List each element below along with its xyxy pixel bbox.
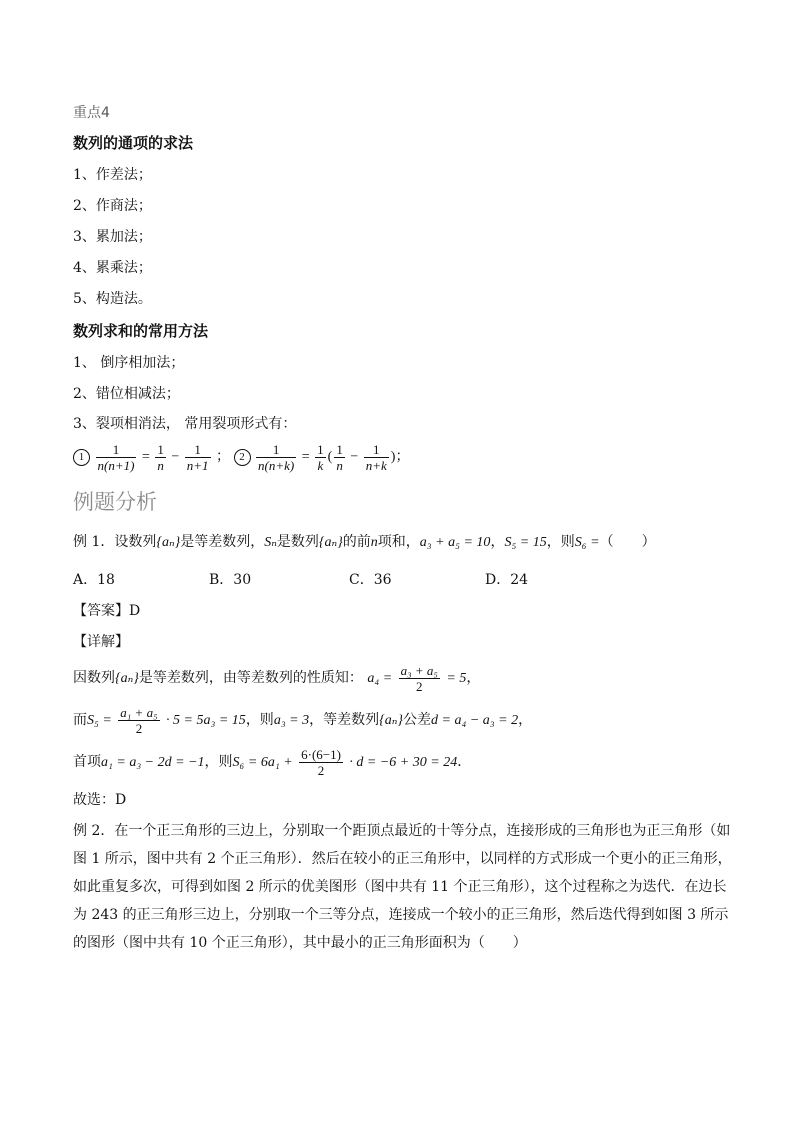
fraction: $\frac{1}{n(n+1)}$ — [97, 442, 135, 473]
solution-line-1: 因数列{aₙ}是等差数列，由等差数列的性质知： a₄ = $\frac{\text{a₃ + a₅}}{2}$ = 5， — [73, 662, 481, 694]
fraction: $\frac{1}{n+1}$ — [186, 442, 209, 473]
example1-question: 例 1．设数列{aₙ}是等差数列，Sₙ是数列{aₙ}的前n项和，a₃ + a₅ = 10，S₅ = 15，则S₆ =（ ） — [73, 534, 656, 550]
option-b: B．30 — [209, 572, 252, 588]
section-title-general-term: 数列的通项的求法 — [73, 134, 194, 152]
example2-question: 例 2．在一个正三角形的三边上，分别取一个距顶点最近的十等分点，连接形成的三角形也为正三角形（如图 1 所示，图中共有 2 个正三角形）．然后在较小的正三角形中，以同样的方式形成一个更小的正三角形，如此重复多次，可得到如图 2 所示的优美图形（图中共有 11 个正三角形），这个过程称之为迭代．在边长为 243 的正三角形三边上，分别取一个三等分点，连接成一个较小的正三角形，然后迭代得到如图 3 所示的图形（图中共有 10 个正三角形），其中最小的正三角形面积为（ ） — [73, 823, 732, 951]
detail-label: 【详解】 — [73, 634, 129, 650]
fraction: $\frac{6\cdot(6-1)}{2}$ — [301, 746, 341, 778]
fraction: $\frac{1}{n}$ — [157, 442, 164, 473]
fraction: $\frac{1}{n}$ — [336, 442, 343, 473]
list-item: 2、作商法； — [73, 198, 152, 214]
circled-number-1: 1 — [73, 449, 90, 466]
list-item: 4、累乘法； — [73, 260, 152, 276]
example-analysis-heading: 例题分析 — [73, 490, 157, 514]
list-item: 1、作差法； — [73, 167, 152, 183]
choose-answer: 故选：D — [73, 792, 127, 808]
fraction: $\frac{1}{n+k}$ — [365, 442, 387, 473]
option-a: A．18 — [73, 572, 115, 588]
fraction: $\frac{1}{k}$ — [317, 442, 324, 473]
header-tag: 重点4 — [73, 105, 110, 121]
list-item: 3、累加法； — [73, 229, 152, 245]
option-d: D．24 — [485, 572, 529, 588]
list-item: 3、裂项相消法， 常用裂项形式有： — [73, 416, 297, 432]
section-title-summation: 数列求和的常用方法 — [73, 322, 209, 340]
answer-label: 【答案】D — [73, 603, 141, 619]
telescoping-formulas: 1 $\frac{1}{n(n+1)}$ = $\frac{1}{n}$ − $\frac{1}{n+1}$ ； 2 $\frac{1}{n(n+k)}$ = $\frac{1}{k}$ ( $\frac{1}{n}$ − $\frac{1}{n+k}$ )； — [73, 442, 409, 473]
circled-number-2: 2 — [234, 449, 251, 466]
list-item: 1、 倒序相加法； — [73, 355, 185, 371]
fraction: $\frac{\text{a₁ + a₅}}{2}$ — [120, 704, 158, 736]
fraction: $\frac{1}{n(n+k)}$ — [258, 442, 295, 473]
list-item: 5、构造法。 — [73, 291, 152, 307]
option-c: C．36 — [349, 572, 392, 588]
solution-line-3: 首项a₁ = a₃ − 2d = −1，则S₆ = 6a₁ + $\frac{6\cdot(6-1)}{2}$ · d = −6 + 30 = 24． — [73, 746, 472, 778]
solution-line-2: 而S₅ = $\frac{\text{a₁ + a₅}}{2}$ · 5 = 5a₃ = 15，则a₃ = 3，等差数列{aₙ}公差d = a₄ − a₃ = 2， — [73, 704, 533, 736]
fraction: $\frac{\text{a₃ + a₅}}{2}$ — [400, 662, 438, 694]
list-item: 2、错位相减法； — [73, 386, 180, 402]
